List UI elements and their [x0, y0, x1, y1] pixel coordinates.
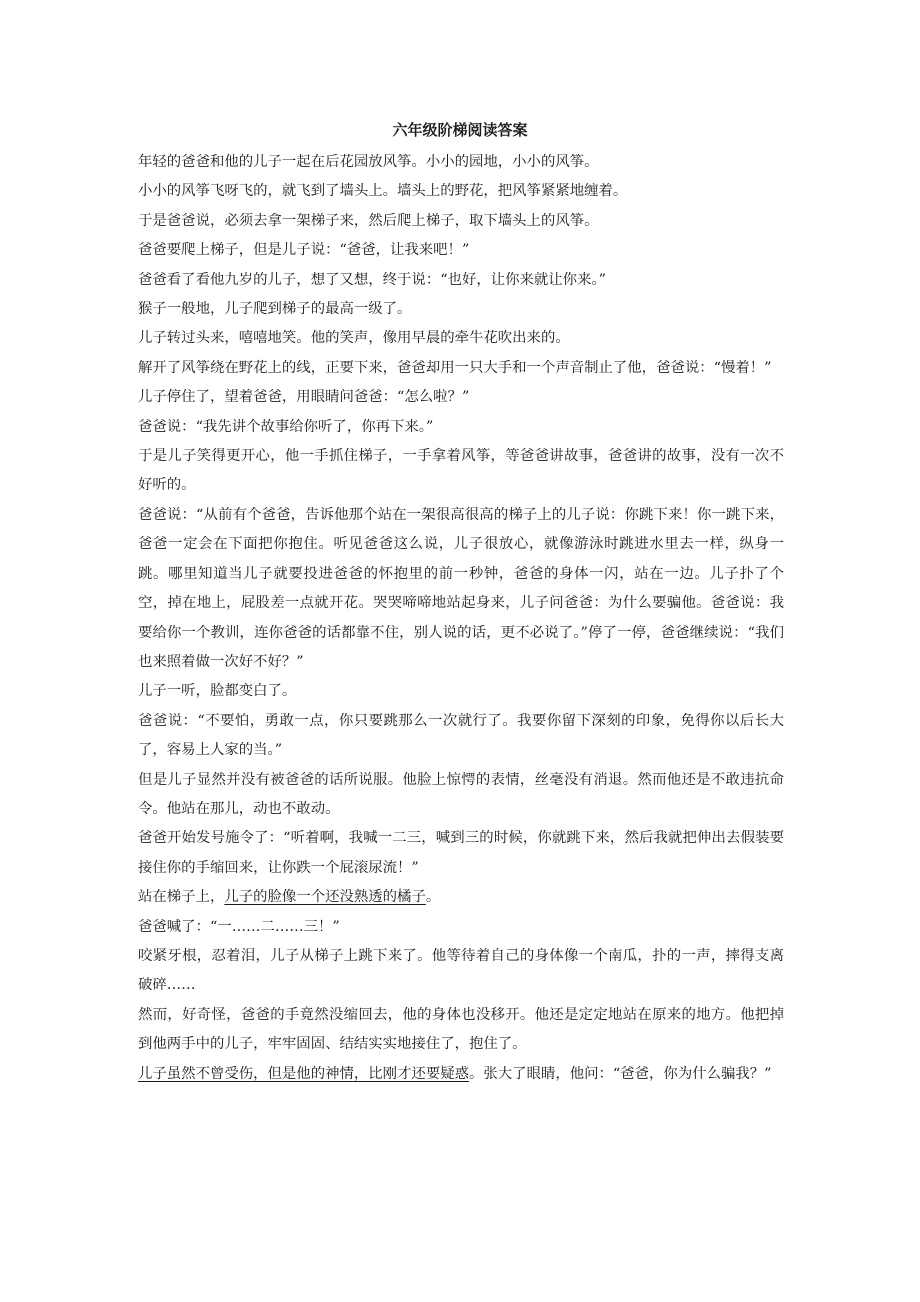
paragraph-16: 爸爸开始发号施令了：“听着啊，我喊一二三，喊到三的时候，你就跳下来，然后我就把伸出去假装要接住你的手缩回来，让你跌一个屁滚尿流！” [138, 830, 784, 876]
paragraph-13: 儿子一听，脸都变白了。 [138, 683, 297, 700]
paragraph-14: 爸爸说：“不要怕，勇敢一点，你只要跳那么一次就行了。我要你留下深刻的印象，免得你以后长大了，容易上人家的当。” [138, 712, 784, 759]
paragraph-2: 小小的风筝飞呀飞的，就飞到了墙头上。墙头上的野花，把风筝紧紧地缠着。 [138, 183, 628, 200]
paragraph-6: 猴子一般地，儿子爬到梯子的最高一级了。 [138, 301, 412, 318]
paragraph-15: 但是儿子显然并没有被爸爸的话所说服。他脸上惊愕的表情，丝毫没有消退。然而他还是不敢违抗命令。他站在那儿，动也不敢动。 [138, 771, 784, 817]
document-title: 六年级阶梯阅读答案 [392, 121, 528, 139]
paragraph-20: 然而，好奇怪，爸爸的手竟然没缩回去，他的身体也没移开。他还是定定地站在原来的地方。他把掉到他两手中的儿子，牢牢固固、结结实实地接住了，抱住了。 [138, 1006, 784, 1053]
underlined-phrase-orange: 儿子的脸像一个还没熟透的橘子 [224, 889, 426, 906]
paragraph-18: 爸爸喊了：“一……二……三！” [138, 918, 340, 935]
paragraph-17-lead: 站在梯子上， [138, 889, 225, 906]
paragraph-4: 爸爸要爬上梯子，但是儿子说：“爸爸，让我来吧！” [138, 242, 470, 259]
paragraph-9: 儿子停住了，望着爸爸，用眼睛问爸爸：“怎么啦？” [138, 389, 470, 406]
paragraph-10: 爸爸说：“我先讲个故事给你听了，你再下来。” [138, 418, 434, 435]
paragraph-17 [138, 883, 784, 912]
paragraph-19: 咬紧牙根，忍着泪，儿子从梯子上跳下来了。他等待着自己的身体像一个南瓜，扑的一声，摔得支离破碎…… [138, 947, 784, 994]
paragraph-1: 年轻的爸爸和他的儿子一起在后花园放风筝。小小的园地，小小的风筝。 [138, 154, 599, 170]
underlined-phrase-confused: 儿子虽然不曾受伤，但是他的神情，比刚才还要疑惑 [138, 1065, 469, 1082]
paragraph-5: 爸爸看了看他九岁的儿子，想了又想，终于说：“也好，让你来就让你来。” [138, 271, 607, 288]
paragraph-17-end: 。 [425, 889, 441, 906]
paragraph-21-rest: 。张大了眼睛，他问：“爸爸，你为什么骗我？” [469, 1065, 772, 1082]
paragraph-11: 于是儿子笑得更开心，他一手抓住梯子，一手拿着风筝，等爸爸讲故事，爸爸讲的故事，没有一次不好听的。 [138, 448, 784, 494]
paragraph-3: 于是爸爸说，必须去拿一架梯子来，然后爬上梯子，取下墙头上的风筝。 [138, 212, 599, 229]
paragraph-8: 解开了风筝绕在野花上的线，正要下来，爸爸却用一只大手和一个声音制止了他，爸爸说：“慢着！” [138, 359, 772, 376]
paragraph-12: 爸爸说：“从前有个爸爸，告诉他那个站在一架很高很高的梯子上的儿子说：你跳下来！你一跳下来，爸爸一定会在下面把你抱住。听见爸爸这么说，儿子很放心，就像游泳时跳进水里去一样，纵身一跳。哪里知道当儿子就要投进爸爸的怀抱里的前一秒钟，爸爸的身体一闪，站在一边。儿子扑了个空，掉在地上，屁股差一点就开花。哭哭啼啼地站起身来，儿子问爸爸：为什么要骗他。爸爸说：我要给你一个教训，连你爸爸的话都靠不住，别人说的话，更不必说了。”停了一停，爸爸继续说：“我们也来照着做一次好不好？” [138, 506, 784, 670]
paragraph-7: 儿子转过头来，嘻嘻地笑。他的笑声，像用早晨的牵牛花吹出来的。 [138, 330, 570, 347]
paragraph-21 [138, 1060, 784, 1089]
document-body [138, 148, 784, 1089]
